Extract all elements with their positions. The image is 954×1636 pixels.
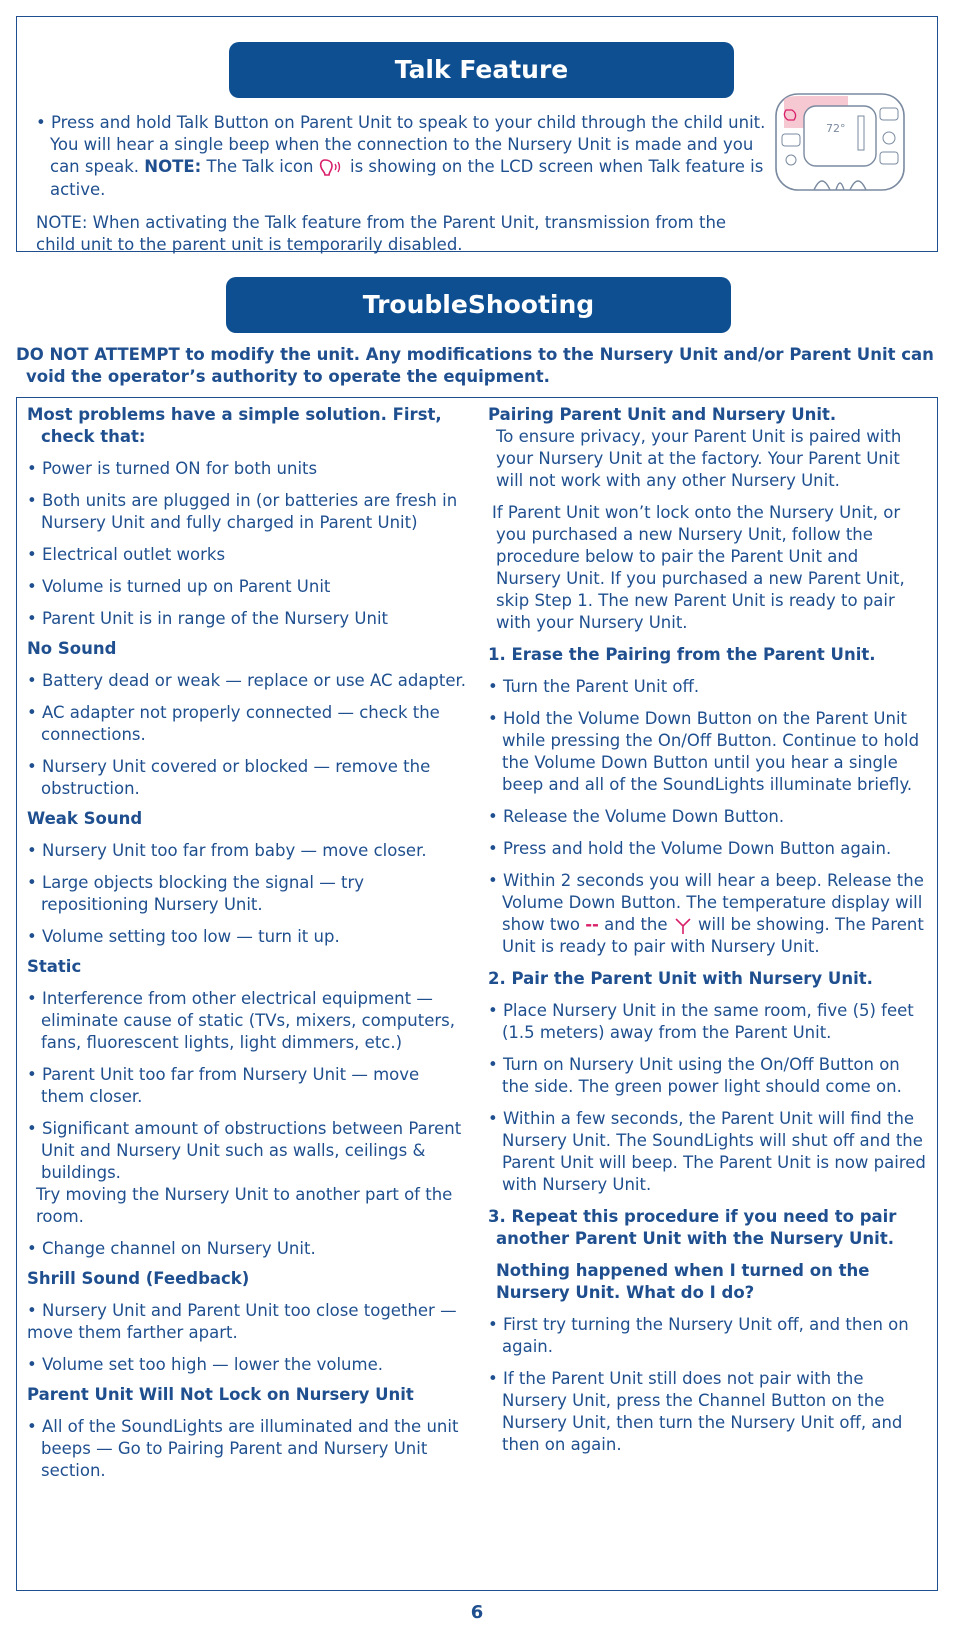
pairing-para2: If Parent Unit won’t lock onto the Nursery Unit, or you purchased a new Nursery Unit, follow the procedure below to pair the Parent Unit and Nursery Unit. If you purchased a new Parent Unit, skip Step 1. The new Parent Unit is ready to pair with your Nursery Unit. bbox=[492, 503, 905, 632]
weak-sound-item: • Large objects blocking the signal — try repositioning Nursery Unit. bbox=[27, 873, 365, 914]
check-item: • Power is turned ON for both units bbox=[27, 459, 318, 478]
no-lock-item: • All of the SoundLights are illuminated and the unit beeps — Go to Pairing Parent and Nursery Unit section. bbox=[27, 1417, 459, 1480]
talk-feature-banner: Talk Feature bbox=[229, 42, 734, 98]
step2-item: • Place Nursery Unit in the same room, five (5) feet (1.5 meters) away from the Parent Unit. bbox=[488, 1001, 914, 1042]
antenna-icon bbox=[673, 916, 693, 936]
talk-icon bbox=[319, 157, 345, 179]
weak-sound-heading: Weak Sound bbox=[27, 809, 143, 828]
note-post: is showing on the LCD screen when Talk feature is active. bbox=[50, 157, 764, 199]
shrill-item: • Volume set too high — lower the volume. bbox=[27, 1355, 383, 1374]
step2-heading: 2. Pair the Parent Unit with Nursery Unit. bbox=[488, 969, 873, 988]
weak-sound-item: • Nursery Unit too far from baby — move closer. bbox=[27, 841, 427, 860]
check-item: • Both units are plugged in (or batteries are fresh in Nursery Unit and fully charged in Parent Unit) bbox=[27, 491, 458, 532]
check-item: • Volume is turned up on Parent Unit bbox=[27, 577, 331, 596]
step3-heading: 3. Repeat this procedure if you need to pair another Parent Unit with the Nursery Unit. bbox=[488, 1207, 897, 1248]
step1-item: • Press and hold the Volume Down Button again. bbox=[488, 839, 892, 858]
no-sound-item: • Battery dead or weak — replace or use AC adapter. bbox=[27, 671, 467, 690]
static-item: • Significant amount of obstructions between Parent Unit and Nursery Unit such as walls, ceilings & buildings. bbox=[27, 1119, 462, 1182]
no-sound-item: • Nursery Unit covered or blocked — remove the obstruction. bbox=[27, 757, 431, 798]
static-item: • Interference from other electrical equipment — eliminate cause of static (TVs, mixers, computers, fans, fluorescent lights, light dimmers, etc.) bbox=[27, 989, 455, 1052]
no-sound-item: • AC adapter not properly connected — check the connections. bbox=[27, 703, 440, 744]
step1-item: • Release the Volume Down Button. bbox=[488, 807, 785, 826]
step1-heading: 1. Erase the Pairing from the Parent Unit. bbox=[488, 645, 876, 664]
check-item: • Electrical outlet works bbox=[27, 545, 226, 564]
talk-instruction bbox=[36, 112, 768, 201]
shrill-heading: Shrill Sound (Feedback) bbox=[27, 1269, 250, 1288]
static-heading: Static bbox=[27, 957, 82, 976]
within-text-b: and the bbox=[604, 915, 668, 934]
dashes-text: -- bbox=[585, 915, 599, 934]
pairing-heading: Pairing Parent Unit and Nursery Unit. bbox=[488, 405, 837, 424]
step2-item: • Turn on Nursery Unit using the On/Off Button on the side. The green power light should come on. bbox=[488, 1055, 902, 1096]
troubleshooting-banner: TroubleShooting bbox=[226, 277, 731, 333]
modification-warning: DO NOT ATTEMPT to modify the unit. Any modifications to the Nursery Unit and/or Parent Unit can void the operator’s authority to operate the equipment. bbox=[16, 345, 934, 386]
parent-unit-illustration bbox=[774, 92, 906, 194]
step1-item: • Hold the Volume Down Button on the Parent Unit while pressing the On/Off Button. Continue to hold the Volume Down Button until you hear a single beep and all of the SoundLights illuminate briefly. bbox=[488, 709, 920, 794]
step1-within-item bbox=[488, 870, 928, 958]
note-pre: The Talk icon bbox=[206, 157, 314, 176]
answer-item: • First try turning the Nursery Unit off, and then on again. bbox=[488, 1315, 909, 1356]
page-number: 6 bbox=[470, 1602, 484, 1623]
pairing-para1: To ensure privacy, your Parent Unit is paired with your Nursery Unit at the factory. Your Parent Unit will not work with any other Nursery Unit. bbox=[496, 427, 902, 490]
within-text-c: will be showing. The Parent Unit is ready to pair with Nursery Unit. bbox=[502, 915, 924, 956]
static-item-continued: Try moving the Nursery Unit to another part of the room. bbox=[36, 1185, 453, 1226]
note-label: NOTE: bbox=[144, 157, 202, 176]
step2-item: • Within a few seconds, the Parent Unit will find the Nursery Unit. The SoundLights will shut off and the Parent Unit will beep. The Parent Unit is now paired with Nursery Unit. bbox=[488, 1109, 926, 1194]
shrill-item: • Nursery Unit and Parent Unit too close together — move them farther apart. bbox=[27, 1301, 457, 1342]
static-item: • Parent Unit too far from Nursery Unit — move them closer. bbox=[27, 1065, 420, 1106]
left-column bbox=[27, 404, 467, 1482]
within-text-a: • Within 2 seconds you will hear a beep. Release the Volume Down Button. The temperature display will show two bbox=[488, 871, 924, 934]
answer-item: • If the Parent Unit still does not pair with the Nursery Unit, press the Channel Button on the Nursery Unit, then turn the Nursery Unit off, and then on again. bbox=[488, 1369, 903, 1454]
device-temp: 72° bbox=[826, 122, 846, 135]
intro-heading: Most problems have a simple solution. First, check that: bbox=[27, 405, 442, 446]
no-sound-heading: No Sound bbox=[27, 639, 117, 658]
step1-item: • Turn the Parent Unit off. bbox=[488, 677, 700, 696]
right-column bbox=[488, 404, 928, 1456]
talk-instruction-text: • Press and hold Talk Button on Parent Unit to speak to your child through the child unit. You will hear a single beep when the connection to the Nursery Unit is made and you can speak. bbox=[36, 113, 766, 176]
no-lock-heading: Parent Unit Will Not Lock on Nursery Unit bbox=[27, 1385, 414, 1404]
weak-sound-item: • Volume setting too low — turn it up. bbox=[27, 927, 340, 946]
talk-note: NOTE: When activating the Talk feature from the Parent Unit, transmission from the child unit to the parent unit is temporarily disabled. bbox=[36, 213, 727, 254]
static-item: • Change channel on Nursery Unit. bbox=[27, 1239, 316, 1258]
question-heading: Nothing happened when I turned on the Nursery Unit. What do I do? bbox=[496, 1261, 870, 1302]
parent-unit-icon bbox=[774, 92, 906, 194]
check-item: • Parent Unit is in range of the Nursery Unit bbox=[27, 609, 388, 628]
